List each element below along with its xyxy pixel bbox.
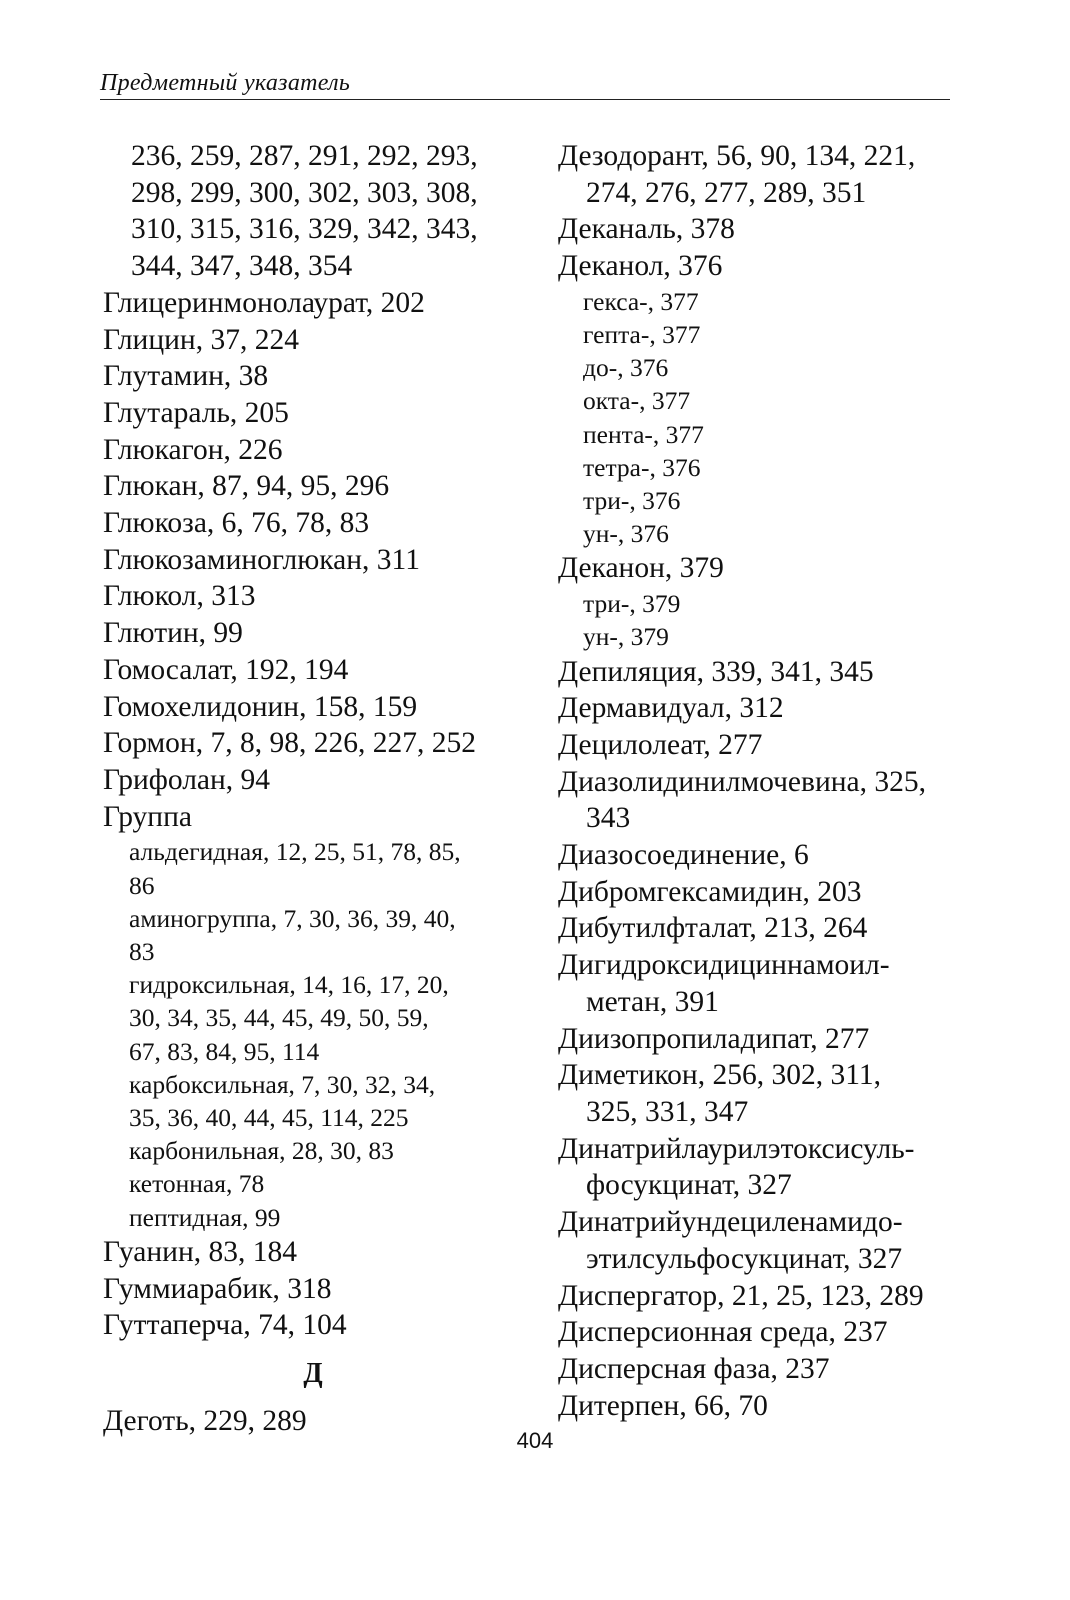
index-line: пента-, 377	[583, 419, 704, 449]
index-entry	[558, 727, 958, 764]
index-line: гекса-, 377	[583, 286, 699, 316]
index-subentry	[558, 451, 958, 484]
index-entry	[558, 1057, 958, 1130]
index-line: альдегидная, 12, 25, 51, 78, 85,	[129, 837, 461, 867]
index-entry	[558, 1314, 958, 1351]
index-entry: Глицин, 37, 224	[103, 323, 299, 356]
index-entry: Глюкоза, 6, 76, 78, 83	[103, 507, 370, 540]
index-subentry	[103, 902, 523, 968]
index-line: Деканон, 379	[558, 552, 724, 585]
index-line: Дигидроксидициннамоил-	[558, 949, 890, 982]
index-subentry	[558, 484, 958, 517]
index-line: гепта-, 377	[583, 320, 701, 350]
index-entry: Гомохелидонин, 158, 159	[103, 690, 418, 723]
index-subentry	[103, 1134, 523, 1167]
index-line: 310, 315, 316, 329, 342, 343,	[131, 213, 478, 246]
index-subentry	[558, 517, 958, 550]
index-entry	[558, 1351, 958, 1388]
index-entry: Гуанин, 83, 184	[103, 1235, 297, 1268]
index-entry	[558, 1204, 958, 1277]
index-line: Динатрийундециленамидо-	[558, 1206, 903, 1239]
index-line: этилсульфосукцинат, 327	[586, 1242, 903, 1275]
index-line: метан, 391	[586, 985, 719, 1018]
index-entry: Гомосалат, 192, 194	[103, 653, 349, 686]
index-entry	[558, 910, 958, 947]
index-entry: Гормон, 7, 8, 98, 226, 227, 252	[103, 727, 476, 760]
index-subentry	[103, 968, 523, 1068]
index-line: гидроксильная, 14, 16, 17, 20,	[129, 970, 449, 1000]
index-entry: Глюкозаминоглюкан, 311	[103, 543, 420, 576]
index-line: Дитерпен, 66, 70	[558, 1389, 768, 1422]
index-subentry	[103, 835, 523, 901]
index-line: Дисперсионная среда, 237	[558, 1316, 888, 1349]
index-line: Дезодорант, 56, 90, 134, 221,	[558, 140, 916, 172]
index-line: аминогруппа, 7, 30, 36, 39, 40,	[129, 903, 456, 933]
index-line: три-, 376	[583, 486, 681, 516]
index-line: Диазолидинилмочевина, 325,	[558, 765, 927, 798]
index-line: Диметикон, 256, 302, 311,	[558, 1059, 882, 1092]
index-subentry	[558, 351, 958, 384]
index-subentry	[558, 318, 958, 351]
index-entry	[558, 837, 958, 874]
index-entry-group: Группа	[103, 800, 192, 833]
index-entry	[558, 1388, 958, 1425]
index-line: Динатрийлаурилэтоксисуль-	[558, 1132, 915, 1165]
index-line: 236, 259, 287, 291, 292, 293,	[131, 140, 478, 172]
index-line: 83	[129, 936, 155, 966]
index-line: 67, 83, 84, 95, 114	[129, 1036, 320, 1066]
index-line: Диспергатор, 21, 25, 123, 289	[558, 1279, 924, 1312]
index-line: ун-, 379	[583, 622, 669, 652]
index-subentry	[558, 620, 958, 653]
index-entry-continuation	[103, 138, 523, 285]
index-line: ун-, 376	[583, 519, 669, 549]
index-line: кетонная, 78	[129, 1169, 265, 1199]
index-entry: Гуттаперча, 74, 104	[103, 1309, 347, 1342]
index-line: Децилолеат, 277	[558, 728, 763, 761]
index-line: Дибромгексамидин, 203	[558, 875, 862, 908]
index-column-right	[558, 138, 958, 1424]
index-subentry	[558, 285, 958, 318]
index-line: тетра-, 376	[583, 452, 701, 482]
index-entry: Глутараль, 205	[103, 396, 289, 429]
index-column-left	[103, 138, 523, 1439]
index-line: 35, 36, 40, 44, 45, 114, 225	[129, 1102, 409, 1132]
index-entry	[558, 248, 958, 285]
index-entry: Глютин, 99	[103, 617, 243, 650]
index-entry: Грифолан, 94	[103, 763, 271, 796]
index-line: 344, 347, 348, 354	[131, 250, 353, 283]
index-entry	[558, 138, 958, 211]
index-line: 298, 299, 300, 302, 303, 308,	[131, 176, 478, 209]
index-line: 30, 34, 35, 44, 45, 49, 50, 59,	[129, 1003, 429, 1033]
index-line: Дибутилфталат, 213, 264	[558, 912, 868, 945]
index-line: карбоксильная, 7, 30, 32, 34,	[129, 1069, 436, 1099]
index-entry	[558, 1131, 958, 1204]
running-head: Предметный указатель	[100, 70, 351, 96]
index-entry: Деготь, 229, 289	[103, 1404, 307, 1437]
index-entry	[558, 211, 958, 248]
index-line: карбонильная, 28, 30, 83	[129, 1136, 394, 1166]
index-entry: Глюкол, 313	[103, 580, 256, 613]
index-entry: Глутамин, 38	[103, 360, 269, 393]
index-entry: Глюкан, 87, 94, 95, 296	[103, 470, 390, 503]
index-subentry	[558, 418, 958, 451]
index-subentry	[103, 1068, 523, 1134]
index-entry	[558, 1278, 958, 1315]
index-entry	[558, 550, 958, 587]
index-entry	[558, 947, 958, 1020]
index-line: Дисперсная фаза, 237	[558, 1352, 830, 1385]
index-line: три-, 379	[583, 589, 681, 619]
index-line: окта-, 377	[583, 386, 691, 416]
index-entry	[558, 1021, 958, 1058]
index-line: Депиляция, 339, 341, 345	[558, 655, 874, 688]
index-line: Дермавидуал, 312	[558, 692, 784, 725]
index-entry	[558, 874, 958, 911]
index-entry: Гуммиарабик, 318	[103, 1272, 332, 1305]
index-entry: Глюкагон, 226	[103, 433, 283, 466]
index-line: 274, 276, 277, 289, 351	[586, 176, 867, 209]
index-line: пептидная, 99	[129, 1202, 281, 1232]
index-line: Деканаль, 378	[558, 213, 735, 246]
index-entry	[558, 654, 958, 691]
index-entry	[558, 764, 958, 837]
index-subentry	[103, 1167, 523, 1200]
index-line: Диазосоединение, 6	[558, 839, 809, 872]
index-subentry	[558, 587, 958, 620]
index-entry: Глицеринмонолаурат, 202	[103, 286, 425, 319]
index-subentry	[558, 384, 958, 417]
index-entry	[558, 690, 958, 727]
index-line: Деканол, 376	[558, 250, 723, 283]
index-line: 86	[129, 870, 155, 900]
section-letter: Д	[303, 1357, 323, 1389]
index-line: фосукцинат, 327	[586, 1169, 792, 1202]
page-number: 404	[516, 1428, 554, 1453]
index-line: Диизопропиладипат, 277	[558, 1022, 870, 1055]
page-header	[100, 70, 950, 100]
index-line: 325, 331, 347	[586, 1095, 749, 1128]
index-line: до-, 376	[583, 353, 669, 383]
index-subentry	[103, 1201, 523, 1234]
index-line: 343	[586, 802, 631, 835]
